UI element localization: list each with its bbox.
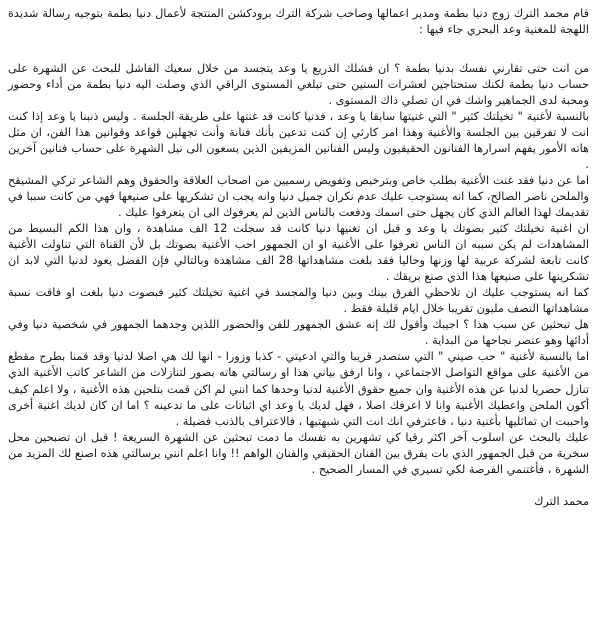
letter-paragraph: ان اغنية تخيلتك كثير بصوتك يا وعد و قبل ان تغنيها دنيا كانت قد سجلت 12 الف مشاهدة ، وان هذا الكم البسيط من المشاهدات لم يكن سببه ان الناس تعرفوا على الأغنية او ان الجمهور احب الأغنية بصوتك بل لأن القناة التي تناولت الأغنية كانت تابعة لشركة عربية لها وزنها وحاليا فقد بلغت مشاهداتها 28 الف مشاهدة وبالتالي فإن الفضل يعود لدنيا التي لابد ان تشكرينها على صنيعها هذا الذي صنع بريقك . [8,222,589,284]
letter-paragraph: اما عن دنيا فقد غنت الأغنية بطلب خاص وبترخيص وتفويض رسميين من اصحاب العلاقة والحقوق وهم الشاعر تركي المشيقح والملحن ناصر الصالح، كما انه يستوجب عليك عدم نكران جميل دنيا وانه يجب ان تشكريها على صنيعها فهي من كانت سببا في تقديمك لهذا العالم الذي كان يجهل حتى اسمك ودفعت بالناس الذين لم يعرفوك الى ان يتعرفوا عليك . [8,173,589,220]
letter-paragraph: عليك بالبحث عن اسلوب آخر اكثر رقيا كي تشهرين به نفسك ما دمت تبحثين عن الشهرة السريعة ! قبل ان تصبحين محل سخرية من قبل الجمهور الذي بات يفرق بين الفنان الحقيقي والفنان الواهم !! وانا اعلم انني برسالتي هذه اصنع لك المزيد من الشهرة ، فأغتنمي الفرصة لكي تسيري في المسار الصحيح . [8,430,589,476]
letter-paragraph: اما بالنسبة لأغنية " حب صيني " التي ستصدر قريبا والتي ادعيتي - كذبا وزورا - انها لك هي اصلا لدنيا وقد قمنا بطرح مقطع من الأغنية على مواقع التواصل الاجتماعي ، وانا ارفق بياني هذا او رسالتي هاته بصور لتنازلات من الشاعر كاتب الأغنية الذي تنازل حصريا لدنيا عن هذه الأغنية وان جميع حقوق الأغنية لدنيا وحدها كما انني لم اكن قمت بتلحين هذه الأغنية ، ولا اعلم كيف أكون الملحن واعطيك الأغنية وانا لا اعرفك اصلا ، فهل لديك يا وعد اي اثباتات على ما تدعينه ؟ اما ان كان لديك اغنية أخرى واحببت ان تماثليها بأغنية دنيا ، فاعترفي انك انت التي شبهتيها ، فالاعتراف بالذنب فضيلة . [8,350,589,428]
letter-paragraph: كما انه يستوجب عليك ان تلاحظي الفرق بينك وبين دنيا والمجسد في اغنية تخيلتك كثير فبصوت دنيا بلغت او فاقت نسبة مشاهداتها النصف مليون تقريبا خلال ايام قليلة فقط . [8,286,589,316]
letter-paragraph: هل تبحثين عن سبب هذا ؟ اجيبك وأقول لك إنه عشق الجمهور للفن والحضور اللذين وجدهما الجمهور في شخصية دنيا وفي أدائها وهو عنصر نجاحها من البداية . [8,318,589,348]
letter-paragraph: من انت حتى تقارني نفسك بدنيا بطمة ؟ ان فشلك الذريع يا وعد يتجسد من خلال سعيك الفاشل للبحث عن الشهرة على حساب دنيا بطمة لكنك ستحتاجين لعشرات السنين حتى تبلغي المستوى الراقي الذي وصلت اليه دنيا بطمة من أداء وحضور ومحبة لدى الجماهير واشك في ان تصلي ذاك المستوى . [8,61,589,107]
letter-paragraph: بالنسبة لأغنية " تخيلتك كثير " التي غنيتها سابقا يا وعد ، فدنيا كانت قد غنتها على طريقة الجلسة . وليس ذنبنا يا وعد إذا كنت انت لا تفرقين بين الجلسة والأغنية وهذا امر كارثي إن كنت تدعين بأنك فنانة وأنت تجهلين قواعد وقوانين هذا الفن، ان مثل هاته الأمور يفهم اسرارها الفنانون الحقيقيون وليس الفنانين المزيفين الذين يسعون الى نيل الشهرة على حساب فنانين آخرين . [8,109,589,171]
signature-name: محمد الترك [534,494,589,508]
letter-body [8,61,589,478]
intro-paragraph: قام محمد الترك زوج دنيا بطمة ومدير اعمالها وصاحب شركة الترك برودكشن المنتجة لأعمال دنيا بطمة بتوجيه رسالة شديدة اللهجة للمغنية وعد البحري جاء فيها : [8,7,589,37]
